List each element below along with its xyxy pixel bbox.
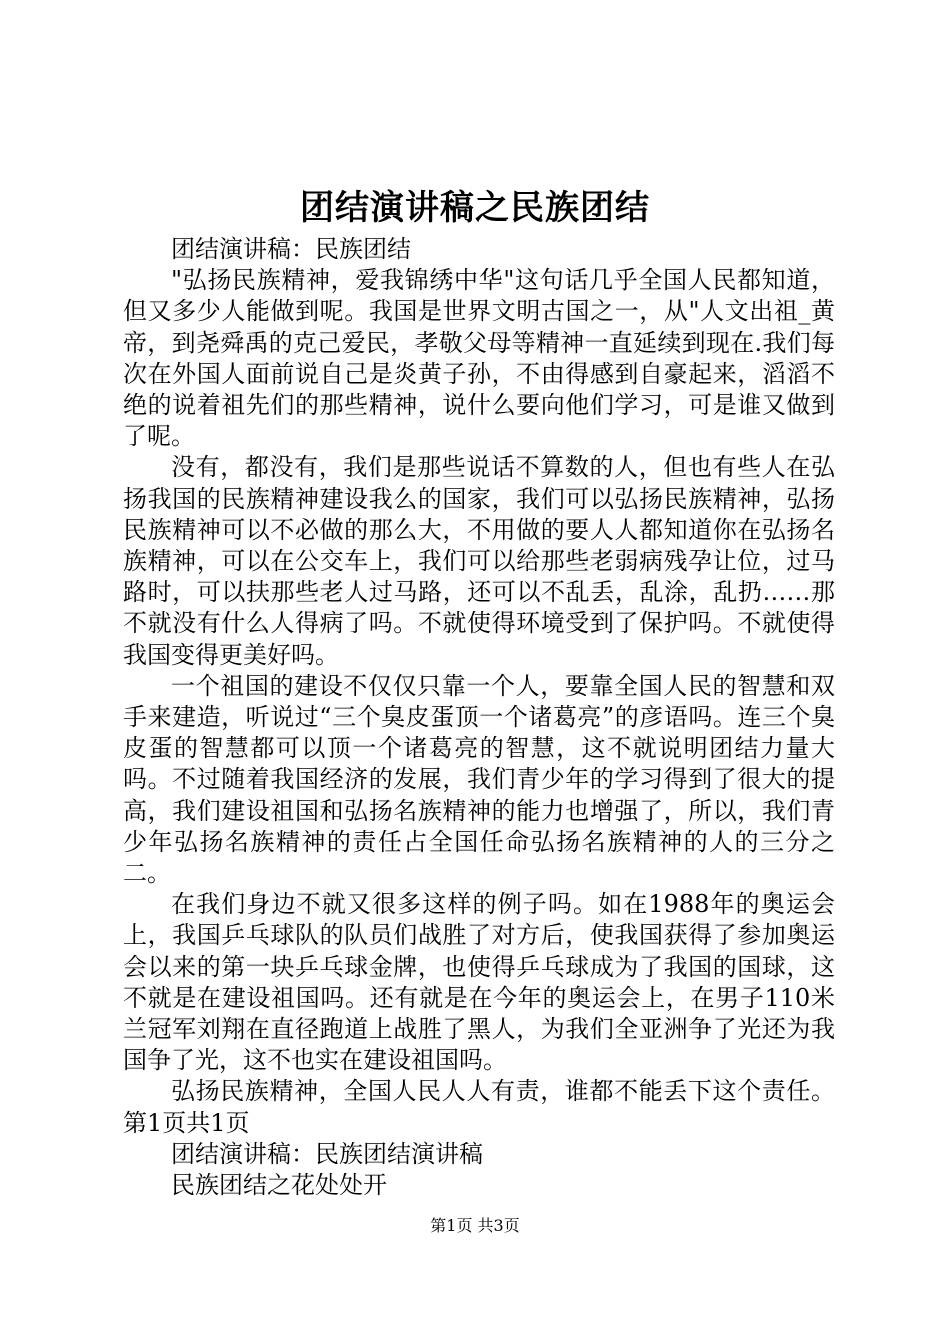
paragraph: 在我们身边不就又很多这样的例子吗。如在1988年的奥运会上，我国乒乓球队的队员们战胜了对方后，使我国获得了参加奥运会以来的第一块乒乓球金牌，也使得乒乓球成为了我国的国球，这不就是在建设祖国吗。还有就是在今年的奥运会上，在男子110米兰冠军刘翔在直径跑道上战胜了黑人，为我们全亚洲争了光还为我国争了光，这不也实在建设祖国吗。 [123, 890, 835, 1075]
document-title: 团结演讲稿之民族团结 [300, 188, 650, 228]
paragraph: 一个祖国的建设不仅仅只靠一个人，要靠全国人民的智慧和双手来建造，听说过“三个臭皮蛋顶一个诸葛亮”的彦语吗。连三个臭皮蛋的智慧都可以顶一个诸葛亮的智慧，这不就说明团结力量大吗。不过随着我国经济的发展，我们青少年的学习得到了很大的提高，我们建设祖国和弘扬名族精神的能力也增强了，所以，我们青少年弘扬名族精神的责任占全国任命弘扬名族精神的人的三分之二。 [123, 671, 835, 888]
page-footer: 第1页 共3页 [430, 1216, 520, 1235]
paragraph: "弘扬民族精神，爱我锦绣中华"这句话几乎全国人民都知道，但又多少人能做到呢。我国是世界文明古国之一，从"人文出祖_黄帝，到尧舜禹的克己爱民，孝敬父母等精神一直延续到现在.我们每次在外国人面前说自己是炎黄子孙，不由得感到自豪起来，滔滔不绝的说着祖先们的那些精神，说什么要向他们学习，可是谁又做到了呢。 [123, 266, 835, 451]
paragraph: 民族团结之花处处开 [171, 1171, 387, 1200]
paragraph: 没有，都没有，我们是那些说话不算数的人，但也有些人在弘扬我国的民族精神建设我么的国家，我们可以弘扬民族精神，弘扬民族精神可以不必做的那么大，不用做的要人人都知道你在弘扬名族精神，可以在公交车上，我们可以给那些老弱病残孕让位，过马路时，可以扶那些老人过马路，还可以不乱丢，乱涂，乱扔……那不就没有什么人得病了吗。不就使得环境受到了保护吗。不就使得我国变得更美好吗。 [123, 453, 835, 669]
paragraph: 团结演讲稿：民族团结演讲稿 [171, 1139, 483, 1168]
paragraph-subtitle: 团结演讲稿：民族团结 [171, 235, 411, 263]
document-body [123, 234, 835, 1201]
paragraph: 弘扬民族精神，全国人民人人有责，谁都不能丢下这个责任。第1页共1页 [123, 1077, 835, 1137]
